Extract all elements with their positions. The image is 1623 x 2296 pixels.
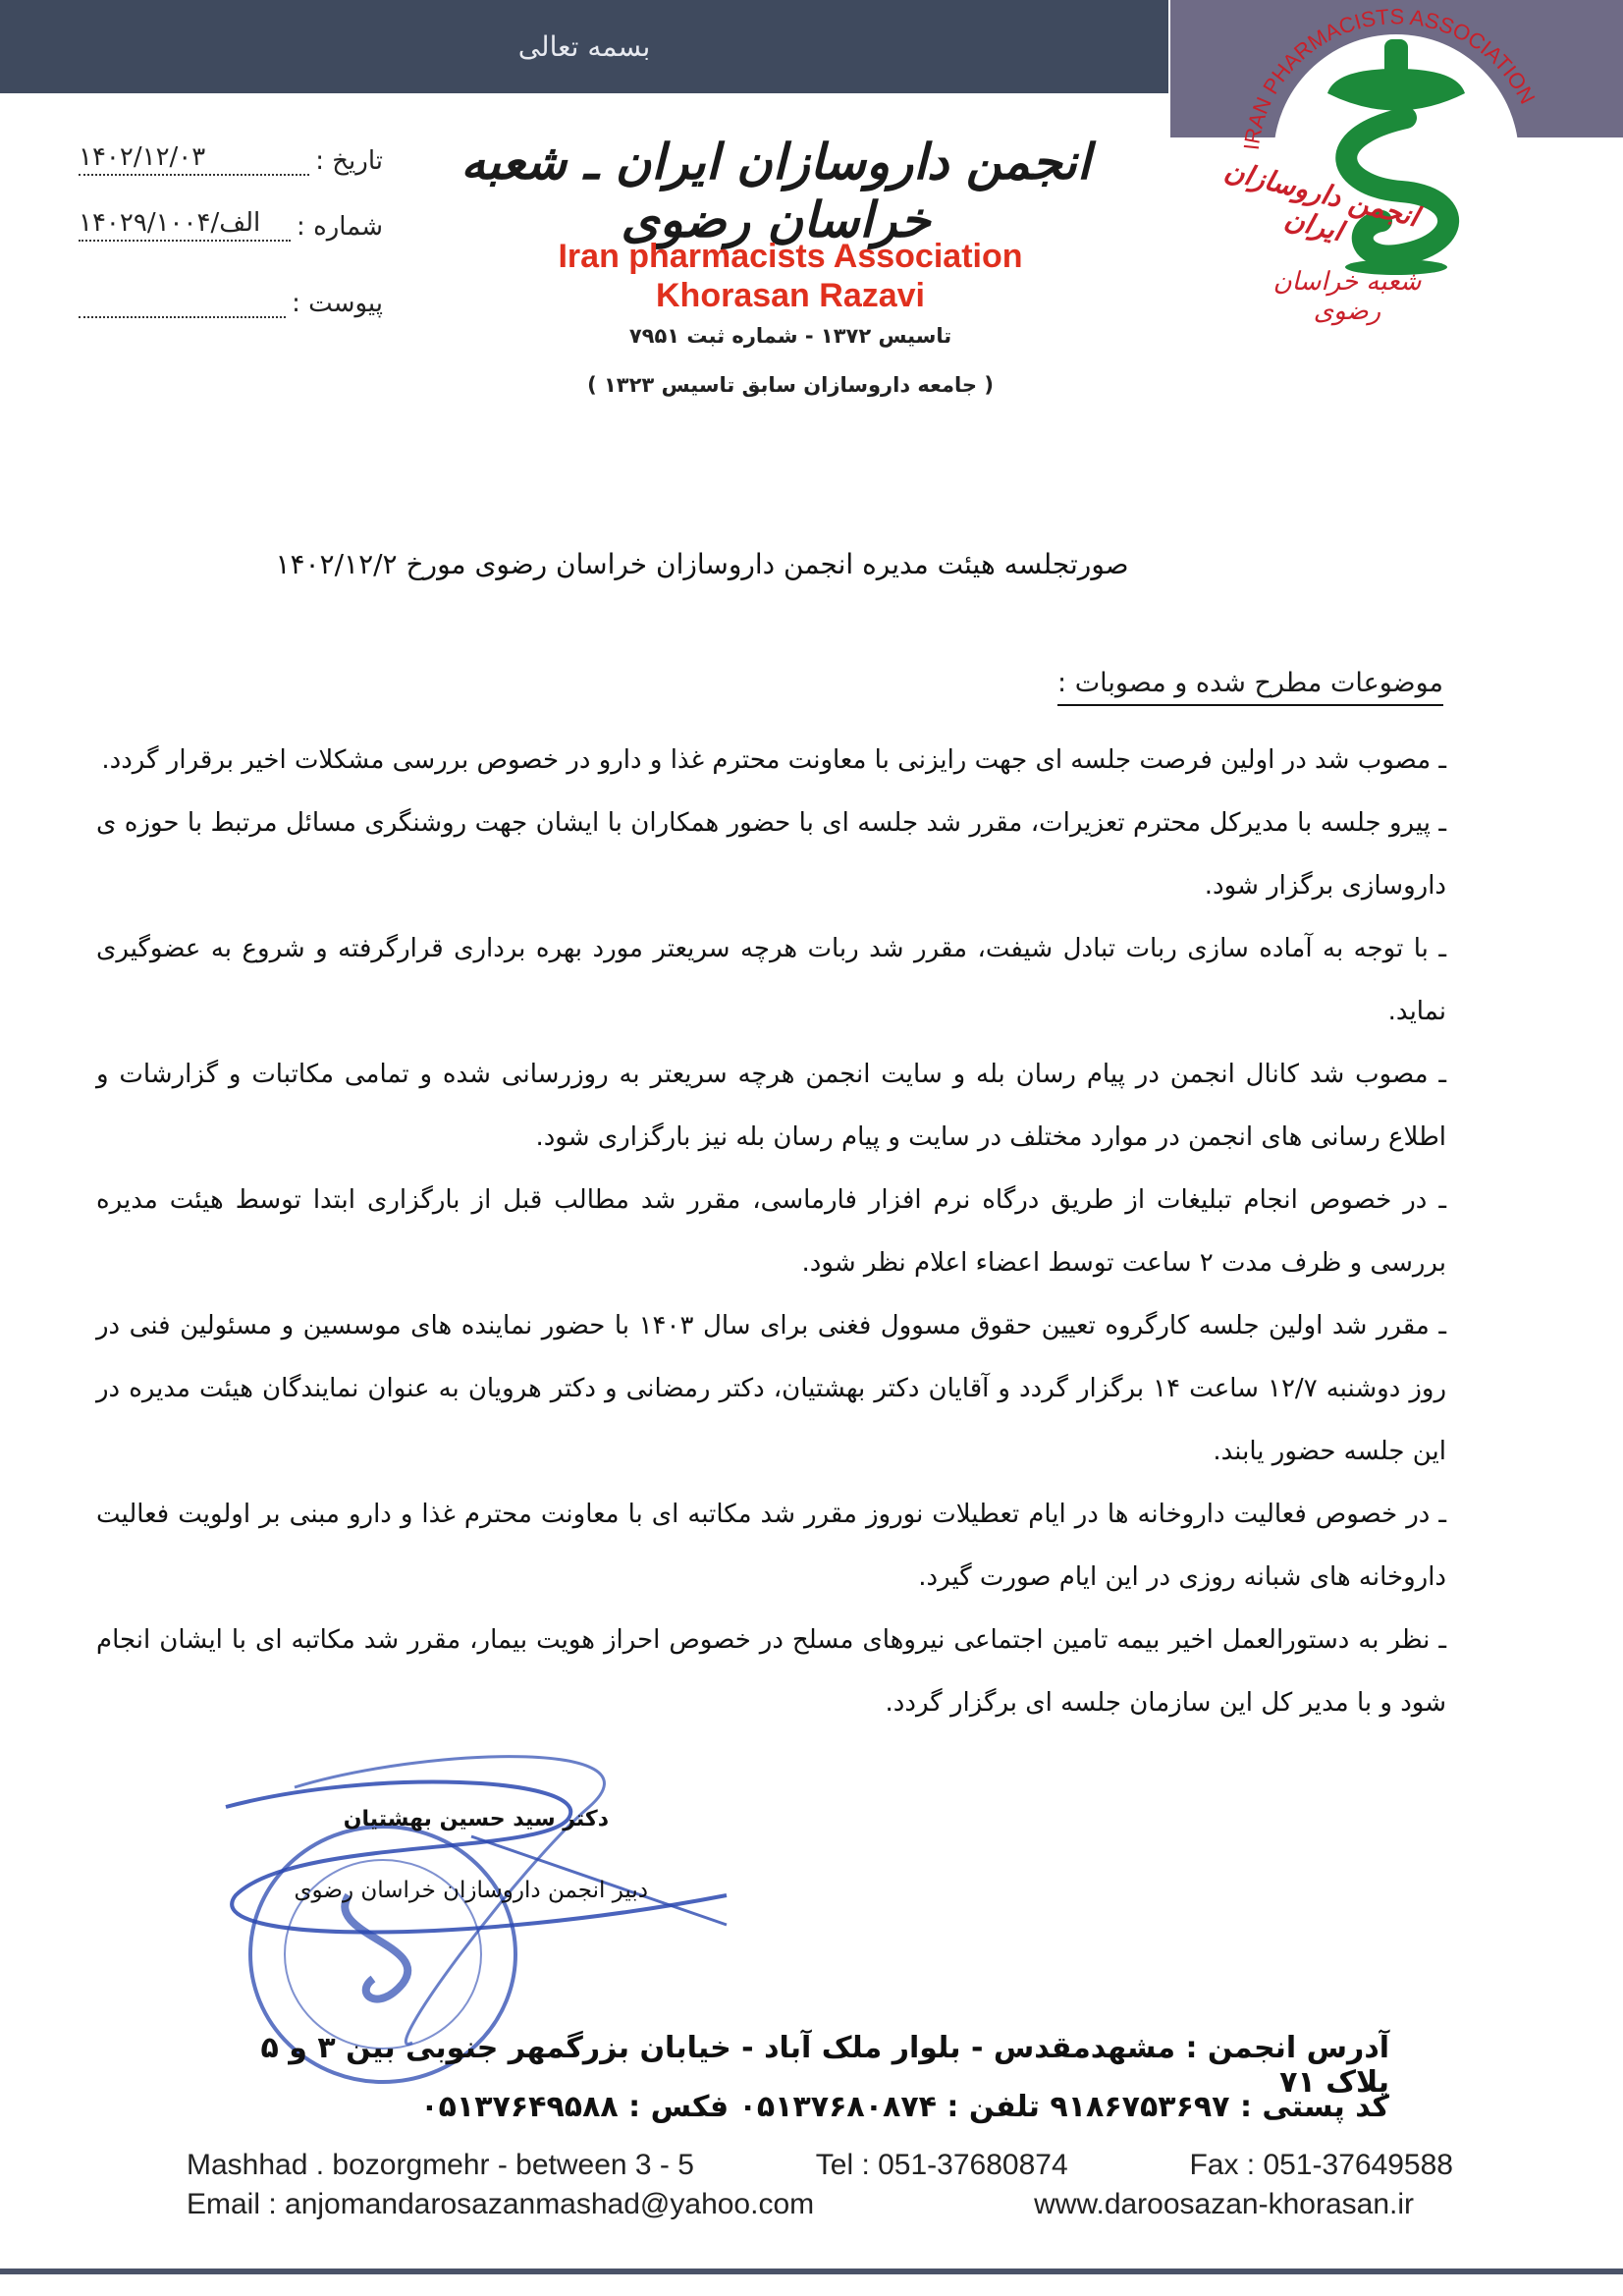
logo-ring-text: IRAN PHARMACISTS ASSOCIATION — [1238, 4, 1541, 152]
association-logo — [1170, 0, 1623, 373]
resolution-item: ـ مصوب شد کانال انجمن در پیام رسان بله و سایت انجمن هرچه سریعتر به روزرسانی شده و تمامی مکاتبات و گزارشات و اطلاع رسانی های انجمن در موارد مختلف در سایت و پیام رسان بله نیز بارگزاری شود. — [96, 1060, 1446, 1152]
signer-role: دبیر انجمن داروسازان خراسان رضوی — [294, 1878, 648, 1903]
resolution-item: ـ پیرو جلسه با مدیرکل محترم تعزیرات، مقرر شد جلسه ای با حضور همکاران با ایشان جهت روشنگری مسائل مرتبط با حوزه ی داروسازی برگزار شود. — [96, 808, 1446, 901]
letterhead-title-en: Iran pharmacists Association — [558, 238, 1023, 275]
minutes-title: صورتجلسه هیئت مدیره انجمن داروسازان خراسان رضوی مورخ ۱۴۰۲/۱۲/۲ — [275, 548, 1129, 580]
attachment-value — [79, 285, 286, 318]
letterhead-subtitle-en: Khorasan Razavi — [656, 277, 925, 314]
date-value: ۱۴۰۲/۱۲/۰۳ — [79, 142, 309, 176]
footer-contacts-fa: کد پستی : ۹۱۸۶۷۵۳۶۹۷ تلفن : ۰۵۱۳۷۶۸۰۸۷۴ فکس : ۰۵۱۳۷۶۴۹۵۸۸ — [420, 2090, 1389, 2124]
resolution-item: ـ در خصوص انجام تبلیغات از طریق درگاه نرم افزار فارماسی، مقرر شد مطالب قبل از بارگزاری ابتدا توسط هیئت مدیره بررسی و ظرف مدت ۲ ساعت توسط اعضاء اعلام نظر شود. — [96, 1185, 1446, 1278]
attachment-row — [79, 285, 383, 318]
date-row — [79, 142, 383, 176]
banner-text: بسمه تعالی — [517, 30, 651, 63]
resolution-item: ـ با توجه به آماده سازی ربات تبادل شیفت، مقرر شد ربات هرچه سریعتر مورد بهره برداری قرارگرفته و شروع به عضوگیری نماید. — [96, 934, 1446, 1026]
logo-name-fa: انجمن داروسازان ایران — [1220, 153, 1422, 248]
established-line: تاسیس ۱۳۷۲ - شماره ثبت ۷۹۵۱ — [628, 324, 952, 348]
resolution-item: ـ نظر به دستورالعمل اخیر بیمه تامین اجتماعی نیروهای مسلح در خصوص احراز هویت بیمار، مقرر شد مکاتبه ای با ایشان انجام شود و با مدیر کل این سازمان جلسه ای برگزار گردد. — [96, 1625, 1446, 1718]
signer-name: دکتر سید حسین بهشتیان — [343, 1807, 609, 1831]
number-value: ۱۴۰۲الف/۹/۱۰۰۴ — [79, 208, 291, 242]
footer-tel-en: Tel : 051-37680874 — [815, 2149, 1068, 2181]
number-label: شماره : — [297, 212, 383, 242]
footer-website-link[interactable]: www.daroosazan-khorasan.ir — [1034, 2188, 1414, 2220]
footer-rule — [0, 2269, 1623, 2274]
footer-contacts-en — [187, 2149, 1453, 2182]
footer-address-fa: آدرس انجمن : مشهدمقدس - بلوار ملک آباد - خیابان بزرگمهر جنوبی بین ۳ و ۵ پلاک ۷۱ — [260, 2031, 1389, 2100]
attachment-label: پیوست : — [292, 289, 383, 318]
number-row — [79, 208, 383, 242]
resolution-item: ـ مصوب شد در اولین فرصت جلسه ای جهت رایزنی با معاونت محترم غذا و دارو در خصوص بررسی مشکلات اخیر برقرار گردد. — [101, 745, 1446, 775]
resolution-item: ـ مقرر شد اولین جلسه کارگروه تعیین حقوق مسوول فغنی برای سال ۱۴۰۳ با حضور نماینده های موسسین و مسئولین فنی در روز دوشنبه ۱۲/۷ ساعت ۱۴ برگزار گردد و آقایان دکتر بهشتیان، دکتر رمضانی و دکتر هرویان به عنوان نمایندگان هیئت مدیره در این جلسه حضور یابند. — [96, 1311, 1447, 1466]
footer-web-row — [187, 2188, 1414, 2221]
logo-branch-fa: شعبه خراسان رضوی — [1272, 267, 1422, 326]
topics-heading-text: موضوعات مطرح شده و مصوبات : — [1057, 668, 1443, 706]
previous-name-line: ( جامعه داروسازان سابق تاسیس ۱۳۲۳ ) — [587, 373, 994, 397]
topics-heading — [884, 668, 1443, 698]
date-label: تاریخ : — [315, 146, 383, 176]
footer-fax-en: Fax : 051-37649588 — [1189, 2149, 1453, 2181]
minutes-body — [96, 729, 1446, 1734]
footer-address-en: Mashhad . bozorgmehr - between 3 - 5 — [187, 2149, 694, 2181]
resolution-item: ـ در خصوص فعالیت داروخانه ها در ایام تعطیلات نوروز مقرر شد مکاتبه ای با معاونت محترم غذا و دارو مبنی بر اولویت فعالیت داروخانه های شبانه روزی در این ایام صورت گیرد. — [96, 1500, 1446, 1592]
footer-email[interactable]: Email : anjomandarosazanmashad@yahoo.com — [187, 2188, 815, 2220]
letterhead-title-fa: انجمن داروسازان ایران ـ شعبه خراسان رضوی — [460, 133, 1091, 248]
